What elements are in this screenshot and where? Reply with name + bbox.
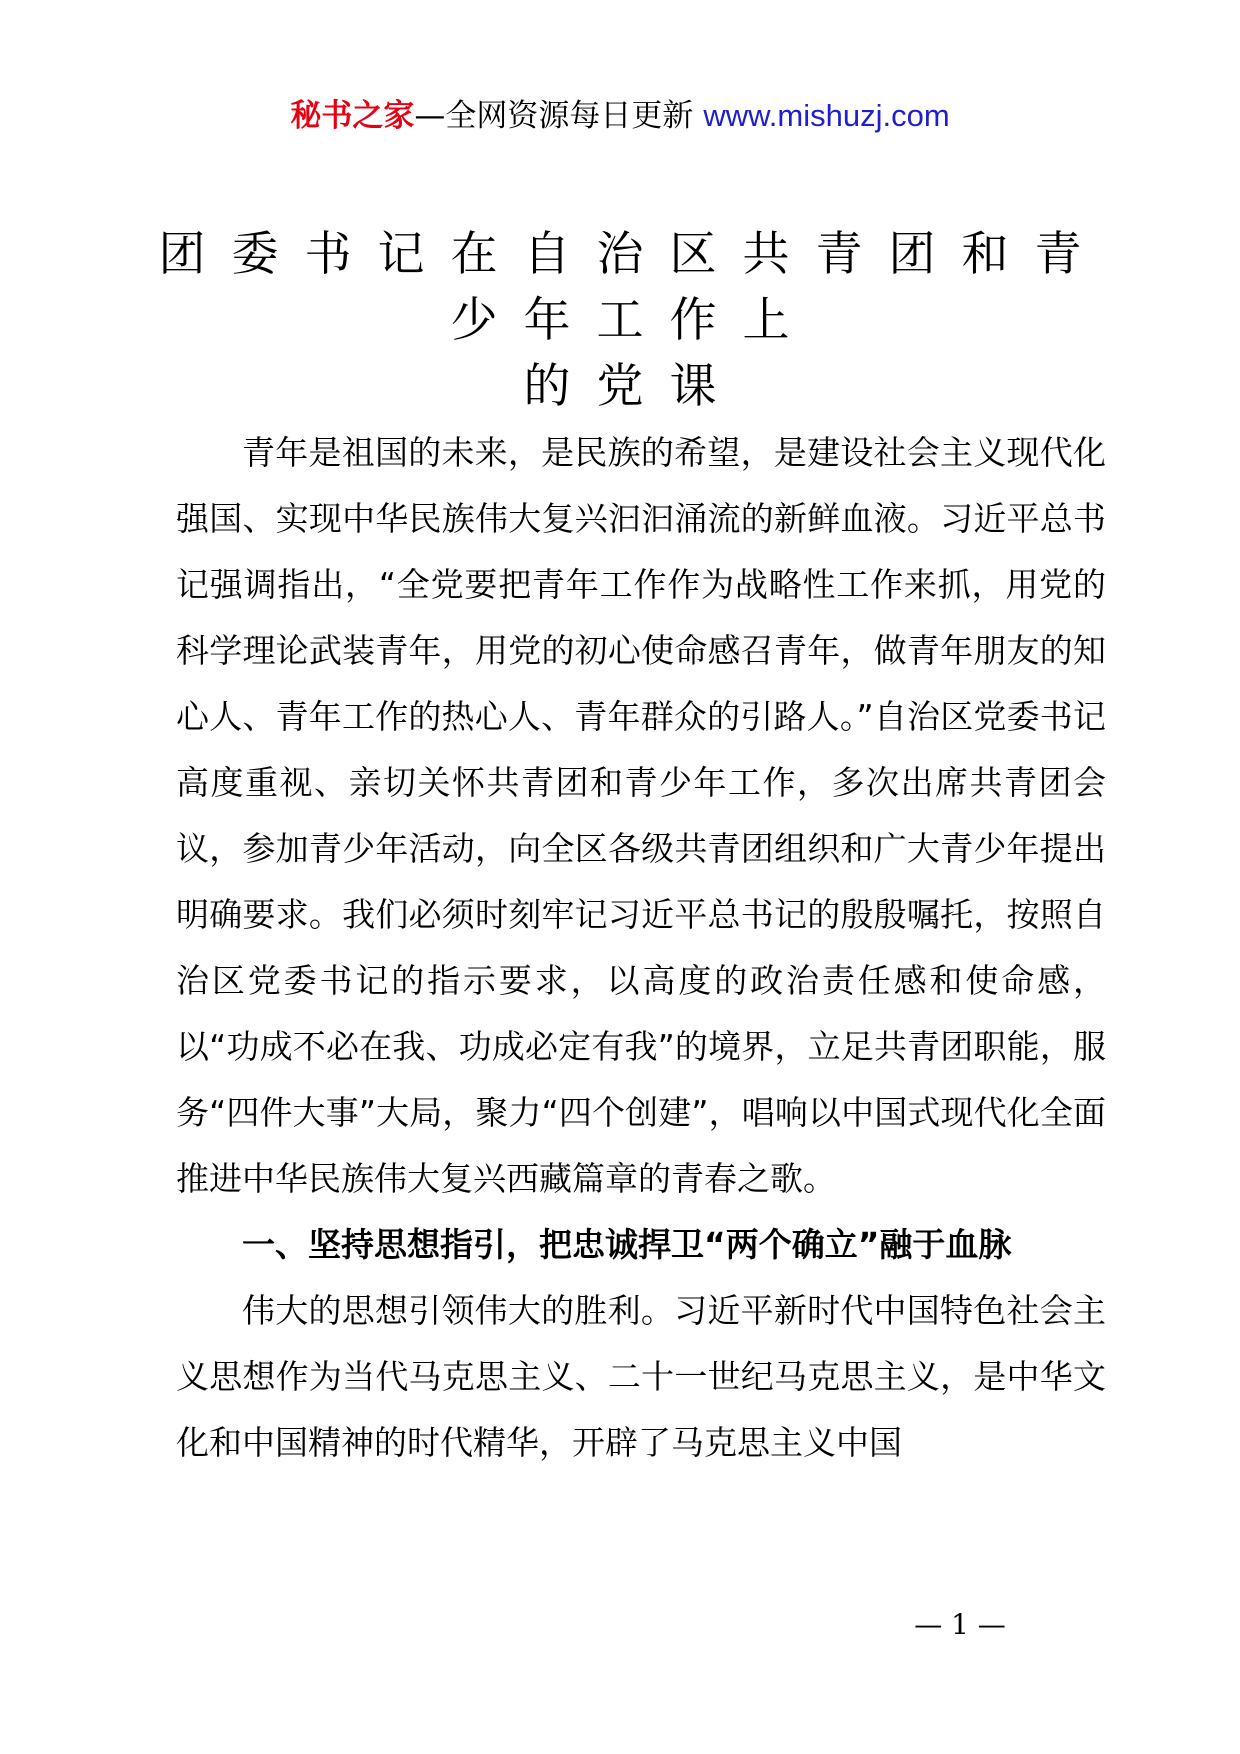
section-heading-1: 一、坚持思想指引，把忠诚捍卫“两个确立”融于血脉	[242, 1225, 1012, 1264]
body-paragraph-1: 青年是祖国的未来，是民族的希望，是建设社会主义现代化强国、实现中华民族伟大复兴汩汩涌流的新鲜血液。习近平总书记强调指出，“全党要把青年工作作为战略性工作来抓，用党的科学理论武装青年，用党的初心使命感召青年，做青年朋友的知心人、青年工作的热心人、青年群众的引路人。”自治区党委书记高度重视、亲切关怀共青团和青少年工作，多次出席共青团会议，参加青少年活动，向全区各级共青团组织和广大青少年提出明确要求。我们必须时刻牢记习近平总书记的殷殷嘱托，按照自治区党委书记的指示要求，以高度的政治责任感和使命感，以“功成不必在我、功成必定有我”的境界，立足共青团职能，服务“四件大事”大局，聚力“四个创建”，唱响以中国式现代化全面推进中华民族伟大复兴西藏篇章的青春之歌。	[176, 433, 1106, 1198]
document-body	[176, 420, 1106, 1476]
header-tagline: —全网资源每日更新	[414, 98, 694, 134]
page-number: — 1 —	[914, 1608, 1006, 1641]
title-line-1: 团委书记在自治区共青团和青	[158, 227, 1108, 282]
title-line-3: 的党课	[523, 359, 743, 414]
body-paragraph-2: 伟大的思想引领伟大的胜利。习近平新时代中国特色社会主义思想作为当代马克思主义、二十一世纪马克思主义，是中华文化和中国精神的时代精华，开辟了马克思主义中国	[176, 1291, 1106, 1462]
site-url: www.mishuzj.com	[703, 98, 950, 133]
brand-name: 秘书之家	[290, 98, 415, 134]
page-header	[0, 96, 1240, 136]
document-title	[150, 222, 1108, 420]
title-line-2: 少年工作上	[450, 293, 816, 348]
